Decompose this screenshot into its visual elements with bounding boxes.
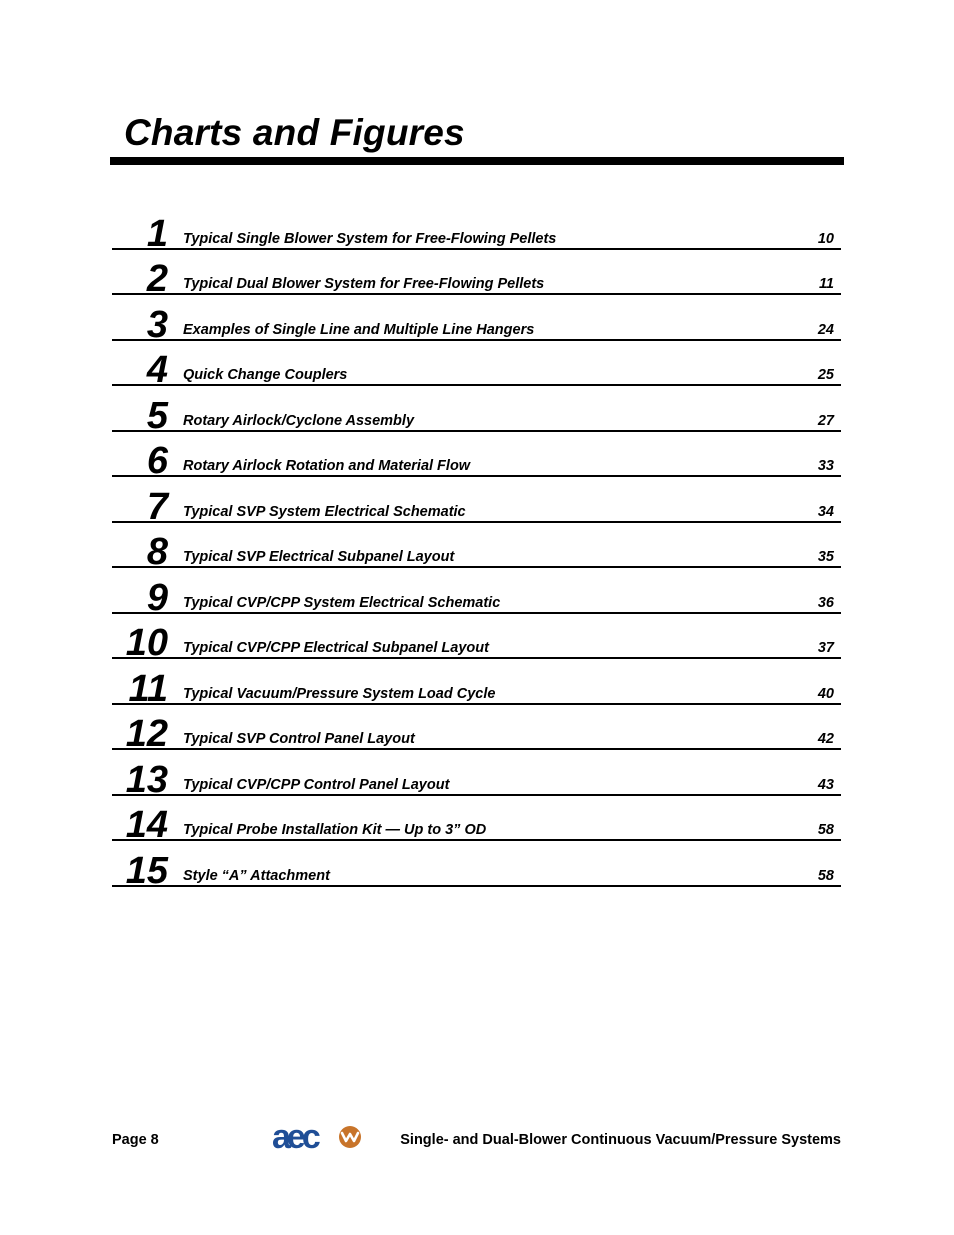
aec-logo-icon bbox=[271, 1121, 363, 1151]
figure-page: 58 bbox=[817, 822, 834, 838]
title-rule bbox=[110, 157, 844, 165]
figure-page: 42 bbox=[817, 731, 834, 747]
list-item[interactable] bbox=[112, 295, 841, 346]
figure-page: 24 bbox=[817, 321, 834, 338]
figure-number: 15 bbox=[125, 849, 168, 892]
figure-number: 13 bbox=[125, 758, 168, 801]
figure-page: 36 bbox=[817, 594, 834, 611]
list-item[interactable] bbox=[112, 659, 841, 710]
list-item[interactable] bbox=[112, 796, 841, 846]
list-item[interactable] bbox=[112, 386, 841, 437]
figure-title: Style “A” Attachment bbox=[183, 867, 330, 884]
figure-title: Rotary Airlock Rotation and Material Flow bbox=[183, 458, 471, 474]
list-item[interactable] bbox=[112, 841, 841, 892]
list-item[interactable] bbox=[112, 750, 841, 801]
list-item[interactable] bbox=[112, 705, 841, 755]
logo-text: aec bbox=[272, 1121, 317, 1151]
page-number: Page 8 bbox=[112, 1132, 159, 1148]
figure-page: 34 bbox=[817, 503, 834, 520]
figure-title: Typical CVP/CPP System Electrical Schematic bbox=[183, 594, 501, 611]
figure-number: 4 bbox=[146, 349, 168, 391]
figure-page: 25 bbox=[817, 367, 834, 383]
figure-page: 10 bbox=[817, 230, 834, 247]
figure-title: Typical SVP Control Panel Layout bbox=[183, 731, 415, 747]
figure-number: 9 bbox=[146, 576, 168, 619]
figure-title: Typical CVP/CPP Electrical Subpanel Layout bbox=[183, 640, 489, 656]
figure-page: 43 bbox=[817, 776, 834, 793]
figure-title: Examples of Single Line and Multiple Line Hangers bbox=[183, 321, 535, 338]
figure-title: Typical SVP Electrical Subpanel Layout bbox=[183, 549, 455, 565]
figure-number: 2 bbox=[146, 258, 168, 300]
figure-number: 3 bbox=[146, 303, 168, 346]
figure-title: Typical Probe Installation Kit — Up to 3” OD bbox=[183, 822, 487, 838]
figure-number: 12 bbox=[125, 713, 168, 755]
figure-page: 58 bbox=[817, 867, 834, 884]
figure-page: 40 bbox=[817, 685, 834, 702]
figure-title: Typical Dual Blower System for Free-Flowing Pellets bbox=[183, 276, 545, 292]
figure-number: 5 bbox=[146, 394, 168, 437]
figures-list bbox=[112, 204, 841, 892]
figure-page: 37 bbox=[817, 640, 834, 656]
figure-title: Typical Vacuum/Pressure System Load Cycle bbox=[183, 685, 496, 702]
document-title: Single- and Dual-Blower Continuous Vacuum/Pressure Systems bbox=[400, 1132, 841, 1148]
list-item[interactable] bbox=[112, 523, 841, 573]
figure-page: 27 bbox=[817, 412, 834, 429]
figure-number: 7 bbox=[146, 485, 168, 528]
figure-number: 8 bbox=[146, 531, 168, 573]
list-item[interactable] bbox=[112, 250, 841, 300]
list-item[interactable] bbox=[112, 614, 841, 664]
figure-number: 6 bbox=[146, 440, 168, 482]
list-item[interactable] bbox=[112, 341, 841, 391]
figure-title: Typical Single Blower System for Free-Flowing Pellets bbox=[183, 230, 557, 247]
figure-page: 33 bbox=[817, 458, 834, 474]
figure-title: Rotary Airlock/Cyclone Assembly bbox=[183, 412, 415, 429]
figure-number: 14 bbox=[125, 804, 168, 846]
list-item[interactable] bbox=[112, 204, 841, 255]
figure-number: 10 bbox=[125, 622, 168, 664]
figure-title: Typical SVP System Electrical Schematic bbox=[183, 503, 466, 520]
figure-page: 11 bbox=[818, 276, 834, 292]
list-item[interactable] bbox=[112, 568, 841, 619]
figure-page: 35 bbox=[817, 549, 834, 565]
logo-badge-icon bbox=[339, 1126, 361, 1148]
page-title: Charts and Figures bbox=[124, 112, 465, 153]
figure-number: 11 bbox=[128, 667, 168, 710]
list-item[interactable] bbox=[112, 477, 841, 528]
list-item[interactable] bbox=[112, 432, 841, 482]
figure-title: Typical CVP/CPP Control Panel Layout bbox=[183, 776, 450, 793]
figure-number: 1 bbox=[146, 212, 168, 255]
figure-title: Quick Change Couplers bbox=[183, 367, 348, 383]
